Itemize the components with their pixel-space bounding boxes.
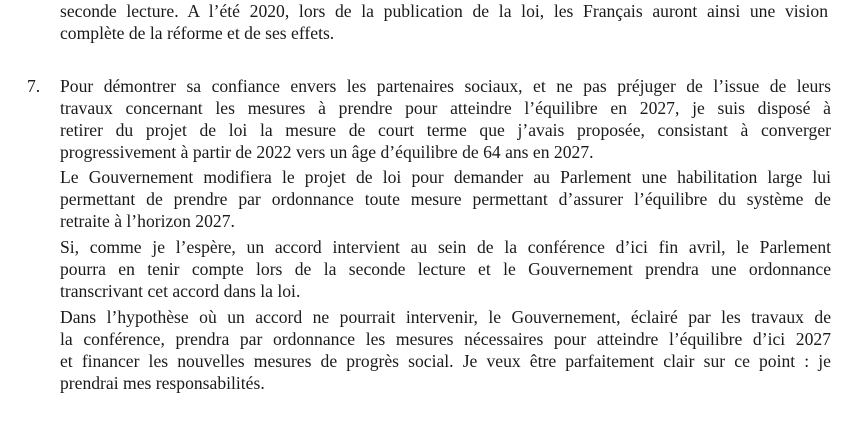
continuation-line: complète de la réforme et de ses effets. [60, 23, 335, 43]
item-number: 7. [27, 76, 41, 96]
paragraph-line: pourra en tenir compte lors de la seconde lecture et le Gouvernement prendra une ordonnance [60, 259, 831, 279]
paragraph-line: prendrai mes responsabilités. [60, 373, 265, 393]
paragraph-line: travaux concernant les mesures à prendre pour atteindre l’équilibre en 2027, je suis disposé à [60, 98, 831, 118]
paragraph-line: Dans l’hypothèse où un accord ne pourrait intervenir, le Gouvernement, éclairé par les travaux de [60, 307, 831, 327]
paragraph-line: Le Gouvernement modifiera le projet de loi pour demander au Parlement une habilitation large lui [60, 167, 831, 187]
paragraph-line: transcrivant cet accord dans la loi. [60, 281, 301, 301]
paragraph-line: retirer du projet de loi la mesure de court terme que j’avais proposée, consistant à converger [60, 120, 831, 140]
paragraph-line: permettant de prendre par ordonnance toute mesure permettant d’assurer l’équilibre du système de [60, 189, 831, 209]
paragraph-line: la conférence, prendra par ordonnance les mesures nécessaires pour atteindre l’équilibre d’ici 2027 [60, 329, 831, 349]
paragraph-line: et financer les nouvelles mesures de progrès social. Je veux être parfaitement clair sur ce point : je [60, 351, 831, 371]
paragraph-line: progressivement à partir de 2022 vers un âge d’équilibre de 64 ans en 2027. [60, 142, 594, 162]
paragraph-line: Si, comme je l’espère, un accord intervient au sein de la conférence d’ici fin avril, le Parlement [60, 237, 831, 257]
paragraph-line: Pour démontrer sa confiance envers les partenaires sociaux, et ne pas préjuger de l’issue de leurs [60, 76, 831, 96]
continuation-line: seconde lecture. A l’été 2020, lors de la publication de la loi, les Français auront ainsi une vision [60, 1, 828, 21]
paragraph-line: retraite à l’horizon 2027. [60, 211, 235, 231]
